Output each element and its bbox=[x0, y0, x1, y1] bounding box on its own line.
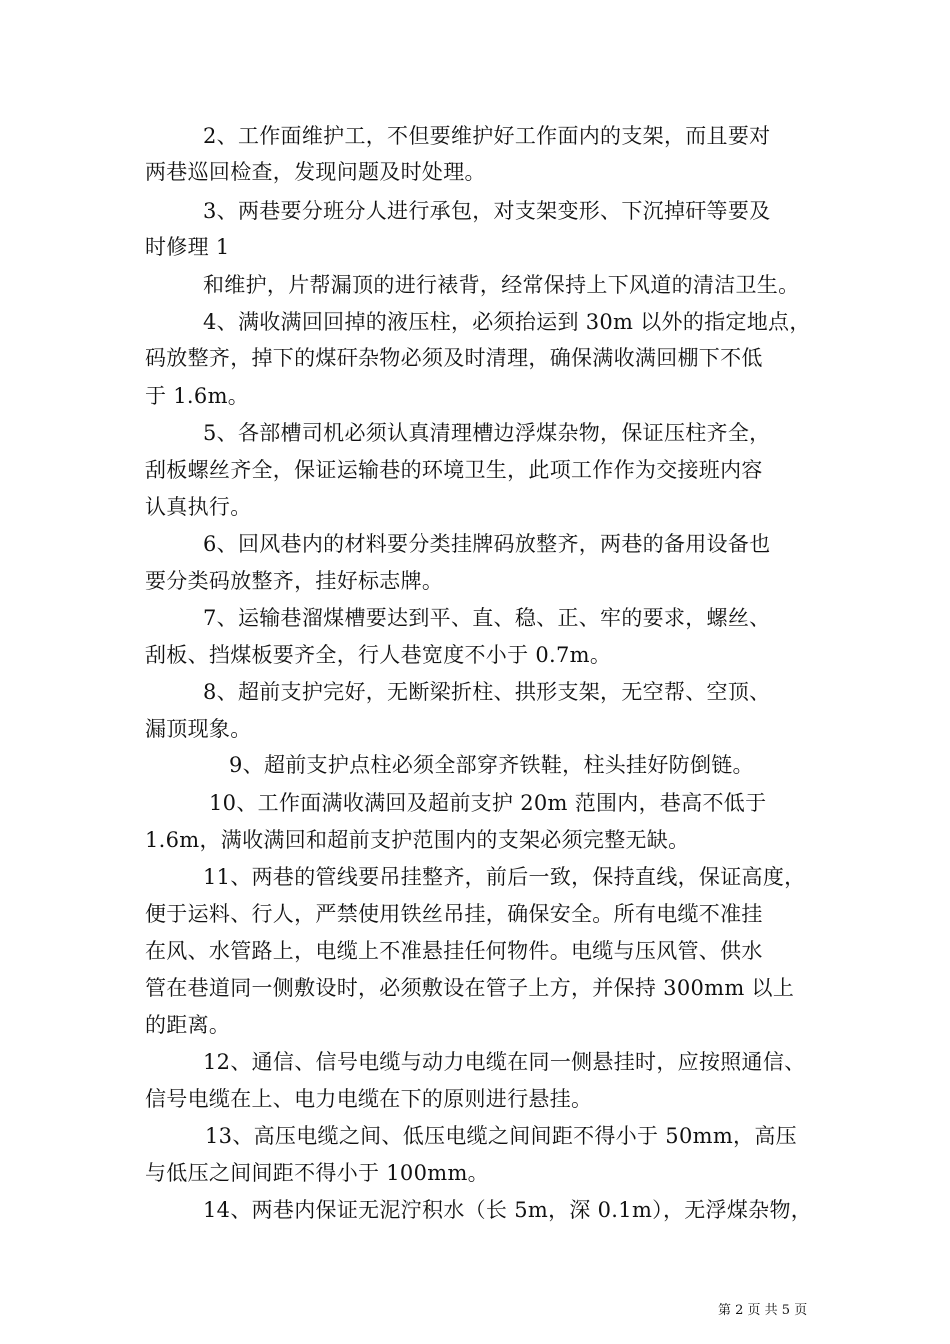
paragraph-11-line-3: 在风、水管路上，电缆上不准悬挂任何物件。电缆与压风管、供水 bbox=[145, 939, 763, 963]
paragraph-13-line-1: 13、高压电缆之间、低压电缆之间间距不得小于 50mm，高压 bbox=[205, 1124, 797, 1148]
paragraph-5-line-2: 刮板螺丝齐全，保证运输巷的环境卫生，此项工作作为交接班内容 bbox=[145, 458, 763, 482]
paragraph-11-line-1: 11、两巷的管线要吊挂整齐，前后一致，保持直线，保证高度， bbox=[203, 865, 806, 889]
paragraph-8-line-2: 漏顶现象。 bbox=[145, 717, 252, 741]
paragraph-5-line-3: 认真执行。 bbox=[145, 495, 252, 519]
paragraph-5-line-1: 5、各部槽司机必须认真清理槽边浮煤杂物，保证压柱齐全， bbox=[203, 421, 771, 445]
paragraph-11-line-5: 的距离。 bbox=[145, 1013, 231, 1037]
paragraph-3-line-3: 和维护，片帮漏顶的进行裱背，经常保持上下风道的清洁卫生。 bbox=[203, 273, 800, 297]
paragraph-3-line-2: 时修理 1 bbox=[145, 235, 230, 259]
paragraph-8-line-1: 8、超前支护完好，无断梁折柱、拱形支架，无空帮、空顶、 bbox=[203, 680, 771, 704]
paragraph-7-line-2: 刮板、挡煤板要齐全，行人巷宽度不小于 0.7m。 bbox=[145, 643, 612, 667]
paragraph-4-line-1: 4、满收满回回掉的液压柱，必须抬运到 30m 以外的指定地点， bbox=[203, 310, 811, 334]
paragraph-13-line-2: 与低压之间间距不得小于 100mm。 bbox=[145, 1161, 489, 1185]
paragraph-14-line-1: 14、两巷内保证无泥泞积水（长 5m，深 0.1m），无浮煤杂物， bbox=[203, 1198, 813, 1222]
paragraph-6-line-1: 6、回风巷内的材料要分类挂牌码放整齐，两巷的备用设备也 bbox=[203, 532, 771, 556]
page-number: 第 2 页 共 5 页 bbox=[718, 1303, 808, 1318]
paragraph-2-line-1: 2、工作面维护工，不但要维护好工作面内的支架，而且要对 bbox=[203, 124, 771, 148]
paragraph-11-line-4: 管在巷道同一侧敷设时，必须敷设在管子上方，并保持 300mm 以上 bbox=[145, 976, 795, 1000]
paragraph-7-line-1: 7、运输巷溜煤槽要达到平、直、稳、正、牢的要求，螺丝、 bbox=[203, 606, 771, 630]
paragraph-12-line-2: 信号电缆在上、电力电缆在下的原则进行悬挂。 bbox=[145, 1087, 593, 1111]
paragraph-2-line-2: 两巷巡回检查，发现问题及时处理。 bbox=[145, 160, 486, 184]
paragraph-3-line-1: 3、两巷要分班分人进行承包，对支架变形、下沉掉矸等要及 bbox=[203, 199, 771, 223]
paragraph-6-line-2: 要分类码放整齐，挂好标志牌。 bbox=[145, 569, 444, 593]
paragraph-10-line-2: 1.6m，满收满回和超前支护范围内的支架必须完整无缺。 bbox=[145, 828, 690, 852]
paragraph-9-line-1: 9、超前支护点柱必须全部穿齐铁鞋，柱头挂好防倒链。 bbox=[229, 753, 754, 777]
paragraph-4-line-3: 于 1.6m。 bbox=[145, 384, 250, 408]
paragraph-12-line-1: 12、通信、信号电缆与动力电缆在同一侧悬挂时，应按照通信、 bbox=[203, 1050, 806, 1074]
paragraph-10-line-1: 10、工作面满收满回及超前支护 20m 范围内，巷高不低于 bbox=[209, 791, 767, 815]
paragraph-4-line-2: 码放整齐，掉下的煤矸杂物必须及时清理，确保满收满回棚下不低 bbox=[145, 346, 763, 370]
paragraph-11-line-2: 便于运料、行人，严禁使用铁丝吊挂，确保安全。所有电缆不准挂 bbox=[145, 902, 763, 926]
